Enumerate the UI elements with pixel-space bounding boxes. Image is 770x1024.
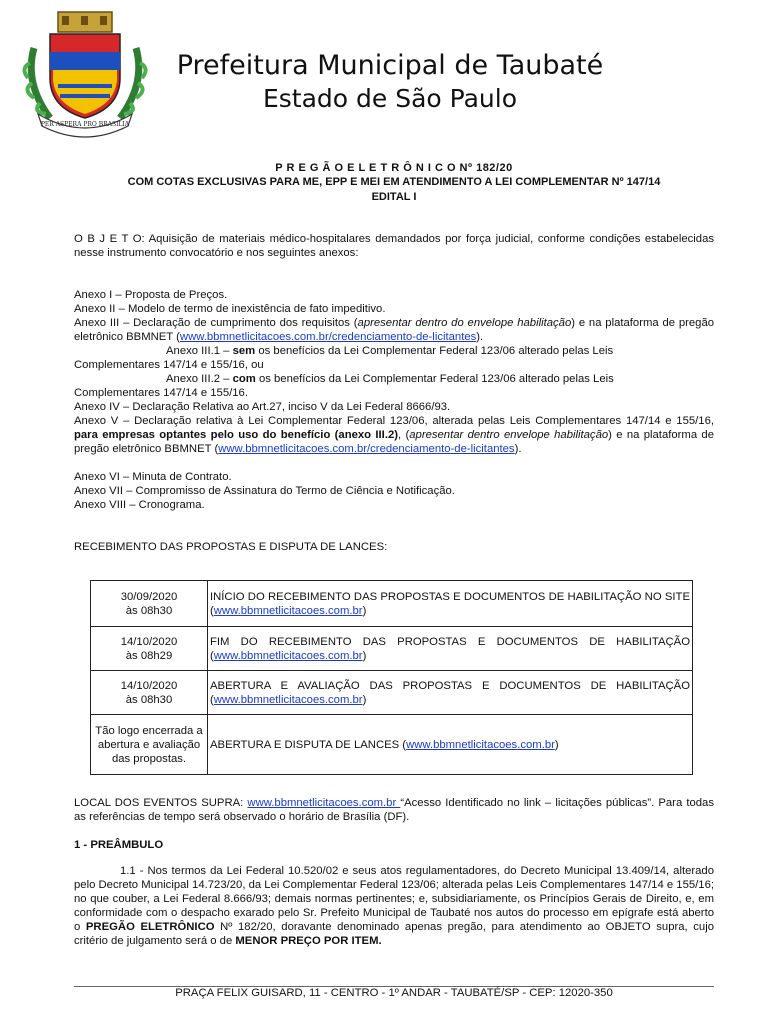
preambulo-paragraph (74, 864, 714, 948)
anexo-5-text-2: ) e na plataforma de pregão eletrônico BBMNET ( (74, 429, 714, 455)
anexo-3-1 (74, 344, 714, 372)
table-row (91, 671, 693, 715)
anexo-1: Anexo I – Proposta de Preços. (74, 289, 228, 301)
anexo-3-2-bold: com (232, 373, 256, 385)
schedule-desc-cell (208, 627, 693, 671)
local-paragraph (74, 796, 714, 824)
schedule-desc-end: ) (554, 738, 559, 751)
bbmnet-link[interactable]: www.bbmnetlicitacoes.com.br (213, 693, 363, 706)
anexo-4: Anexo IV – Declaração Relativa ao Art.27, inciso V da Lei Federal 8666/93. (74, 401, 451, 413)
table-row (91, 627, 693, 671)
preambulo-bold-2: MENOR PREÇO POR ITEM. (235, 935, 382, 947)
schedule-desc: FIM DO RECEBIMENTO DAS PROPOSTAS E DOCUMENTOS DE HABILITAÇÃO ( (210, 635, 690, 662)
anexo-6: Anexo VI – Minuta de Contrato. (74, 471, 232, 483)
anexo-5 (74, 414, 714, 456)
crest-motto: PER ASPERA PRO BRASILIA (40, 121, 130, 128)
anexo-5-text: Anexo V – Declaração relativa à Lei Complementar Federal 123/06, alterada pelas Leis Complementares 147/14 e 155/16, (74, 415, 714, 427)
anexo-3-text-2: ) e na plataforma de pregão eletrônico BBMNET ( (74, 317, 715, 343)
schedule-date: 30/09/2020 (120, 590, 178, 603)
schedule-date: Tão logo encerrada a abertura e avaliação das propostas. (95, 724, 203, 765)
schedule-table (90, 580, 693, 775)
preambulo-text: 1.1 - Nos termos da Lei Federal 10.520/02 e seus atos regulamentadores, do Decreto Municipal 13.409/14, alterado pelo Decreto Municipal 14.723/20, da Lei Complementar Federal 123/06; alterada pelas Leis Complementares 147/14 e 155/16; no que couber, a Lei Federal 8.666/93; demais normas pertinentes; e, subsidiariamente, os Princípios Gerais de Direito, e, em conformidade com o despacho exarado pelo Sr. Prefeito Municipal de Taubaté nos autos do processo em epígrafe está aberto o (74, 865, 714, 933)
edital-line-2: COM COTAS EXCLUSIVAS PARA ME, EPP E MEI EM ATENDIMENTO A LEI COMPLEMENTAR Nº 147/14 (127, 176, 661, 188)
anexo-3-2-text: os benefícios da Lei Complementar Federal 123/06 alterado pelas Leis (255, 373, 614, 385)
table-row (91, 581, 693, 627)
page-subtitle: Estado de São Paulo (262, 84, 518, 113)
preambulo-heading: 1 - PREÂMBULO (74, 839, 164, 851)
edital-line-1: P R E G Ã O E L E T R Ô N I C O Nº 182/20 (275, 162, 513, 174)
anexo-5-mid: , ( (398, 429, 410, 441)
anexo-2: Anexo II – Modelo de termo de inexistência de fato impeditivo. (74, 303, 386, 315)
recebimento-heading: RECEBIMENTO DAS PROPOSTAS E DISPUTA DE LANCES: (74, 541, 388, 553)
schedule-time: às 08h30 (125, 604, 173, 617)
anexo-8: Anexo VIII – Cronograma. (74, 499, 205, 511)
anexo-3-1-bold: sem (232, 345, 256, 357)
preambulo-text-2: Nº 182/20, doravante denominado apenas pregão, para atendimento ao OBJETO supra, cujo critério de julgamento será o de (74, 921, 714, 947)
anexo-3-end: ). (476, 331, 484, 343)
footer-address: PRAÇA FELIX GUISARD, 11 - CENTRO - 1º ANDAR - TAUBATÉ/SP - CEP: 12020-350 (175, 987, 613, 999)
schedule-date: 14/10/2020 (120, 679, 178, 692)
bbmnet-link[interactable]: www.bbmnetlicitacoes.com.br (213, 649, 363, 662)
credenciamento-link[interactable]: www.bbmnetlicitacoes.com.br/credenciamento-de-licitantes (179, 331, 477, 343)
schedule-desc-cell (208, 581, 693, 627)
anexo-3-italic: apresentar dentro do envelope habilitação (357, 317, 572, 329)
local-text: “Acesso Identificado no link – licitações públicas”. Para todas as referências de tempo será observado o horário de Brasília (DF). (74, 797, 714, 823)
page-title: Prefeitura Municipal de Taubaté (176, 50, 604, 81)
anexo-5-end: ). (514, 443, 522, 455)
municipal-crest-logo (20, 8, 150, 138)
local-label: LOCAL DOS EVENTOS SUPRA: (74, 797, 248, 809)
anexo-3 (74, 316, 714, 344)
schedule-time: às 08h30 (125, 693, 173, 706)
objeto-paragraph: O B J E T O: Aquisição de materiais médico-hospitalares demandados por força judicial, conforme condições estabelecidas nesse instrumento convocatório e nos seguintes anexos: (74, 233, 714, 259)
schedule-desc-end: ) (362, 693, 367, 706)
anexo-3-1-label: Anexo III.1 – (166, 345, 233, 357)
bbmnet-link[interactable]: www.bbmnetlicitacoes.com.br (406, 738, 555, 751)
schedule-desc-end: ) (362, 604, 367, 617)
bbmnet-link[interactable]: www.bbmnetlicitacoes.com.br (213, 604, 363, 617)
anexo-3-2-cont: Complementares 147/14 e 155/16. (74, 387, 248, 399)
schedule-desc-cell (208, 671, 693, 715)
anexo-3-1-text: os benefícios da Lei Complementar Federal 123/06 alterado pelas Leis (255, 345, 614, 357)
schedule-desc: INÍCIO DO RECEBIMENTO DAS PROPOSTAS E DOCUMENTOS DE HABILITAÇÃO NO SITE ( (210, 590, 690, 617)
anexo-3-1-cont: Complementares 147/14 e 155/16, ou (74, 359, 264, 371)
anexo-3-2 (74, 372, 714, 400)
local-link[interactable]: www.bbmnetlicitacoes.com.br (247, 797, 401, 809)
schedule-desc: ABERTURA E DISPUTA DE LANCES ( (210, 738, 407, 751)
schedule-date-cell (91, 671, 208, 715)
schedule-date-cell (91, 715, 208, 775)
edital-line-3: EDITAL I (371, 191, 417, 203)
schedule-date-cell (91, 627, 208, 671)
schedule-date: 14/10/2020 (120, 635, 178, 648)
schedule-desc: ABERTURA E AVALIAÇÃO DAS PROPOSTAS E DOCUMENTOS DE HABILITAÇÃO ( (210, 679, 690, 706)
anexo-5-bold: para empresas optantes pelo uso do benefício (anexo III.2) (74, 429, 399, 441)
schedule-desc-cell (208, 715, 693, 775)
anexo-3-2-label: Anexo III.2 – (166, 373, 233, 385)
anexo-3-text: Anexo III – Declaração de cumprimento dos requisitos ( (74, 317, 358, 329)
anexo-7: Anexo VII – Compromisso de Assinatura do Termo de Ciência e Notificação. (74, 485, 455, 497)
credenciamento-link-2[interactable]: www.bbmnetlicitacoes.com.br/credenciamento-de-licitantes (218, 443, 515, 455)
schedule-date-cell (91, 581, 208, 627)
anexo-5-italic: apresentar dentro envelope habilitação (409, 429, 609, 441)
table-row (91, 715, 693, 775)
preambulo-bold-1: PREGÃO ELETRÔNICO (85, 921, 215, 933)
schedule-time: às 08h29 (125, 649, 173, 662)
schedule-desc-end: ) (362, 649, 367, 662)
